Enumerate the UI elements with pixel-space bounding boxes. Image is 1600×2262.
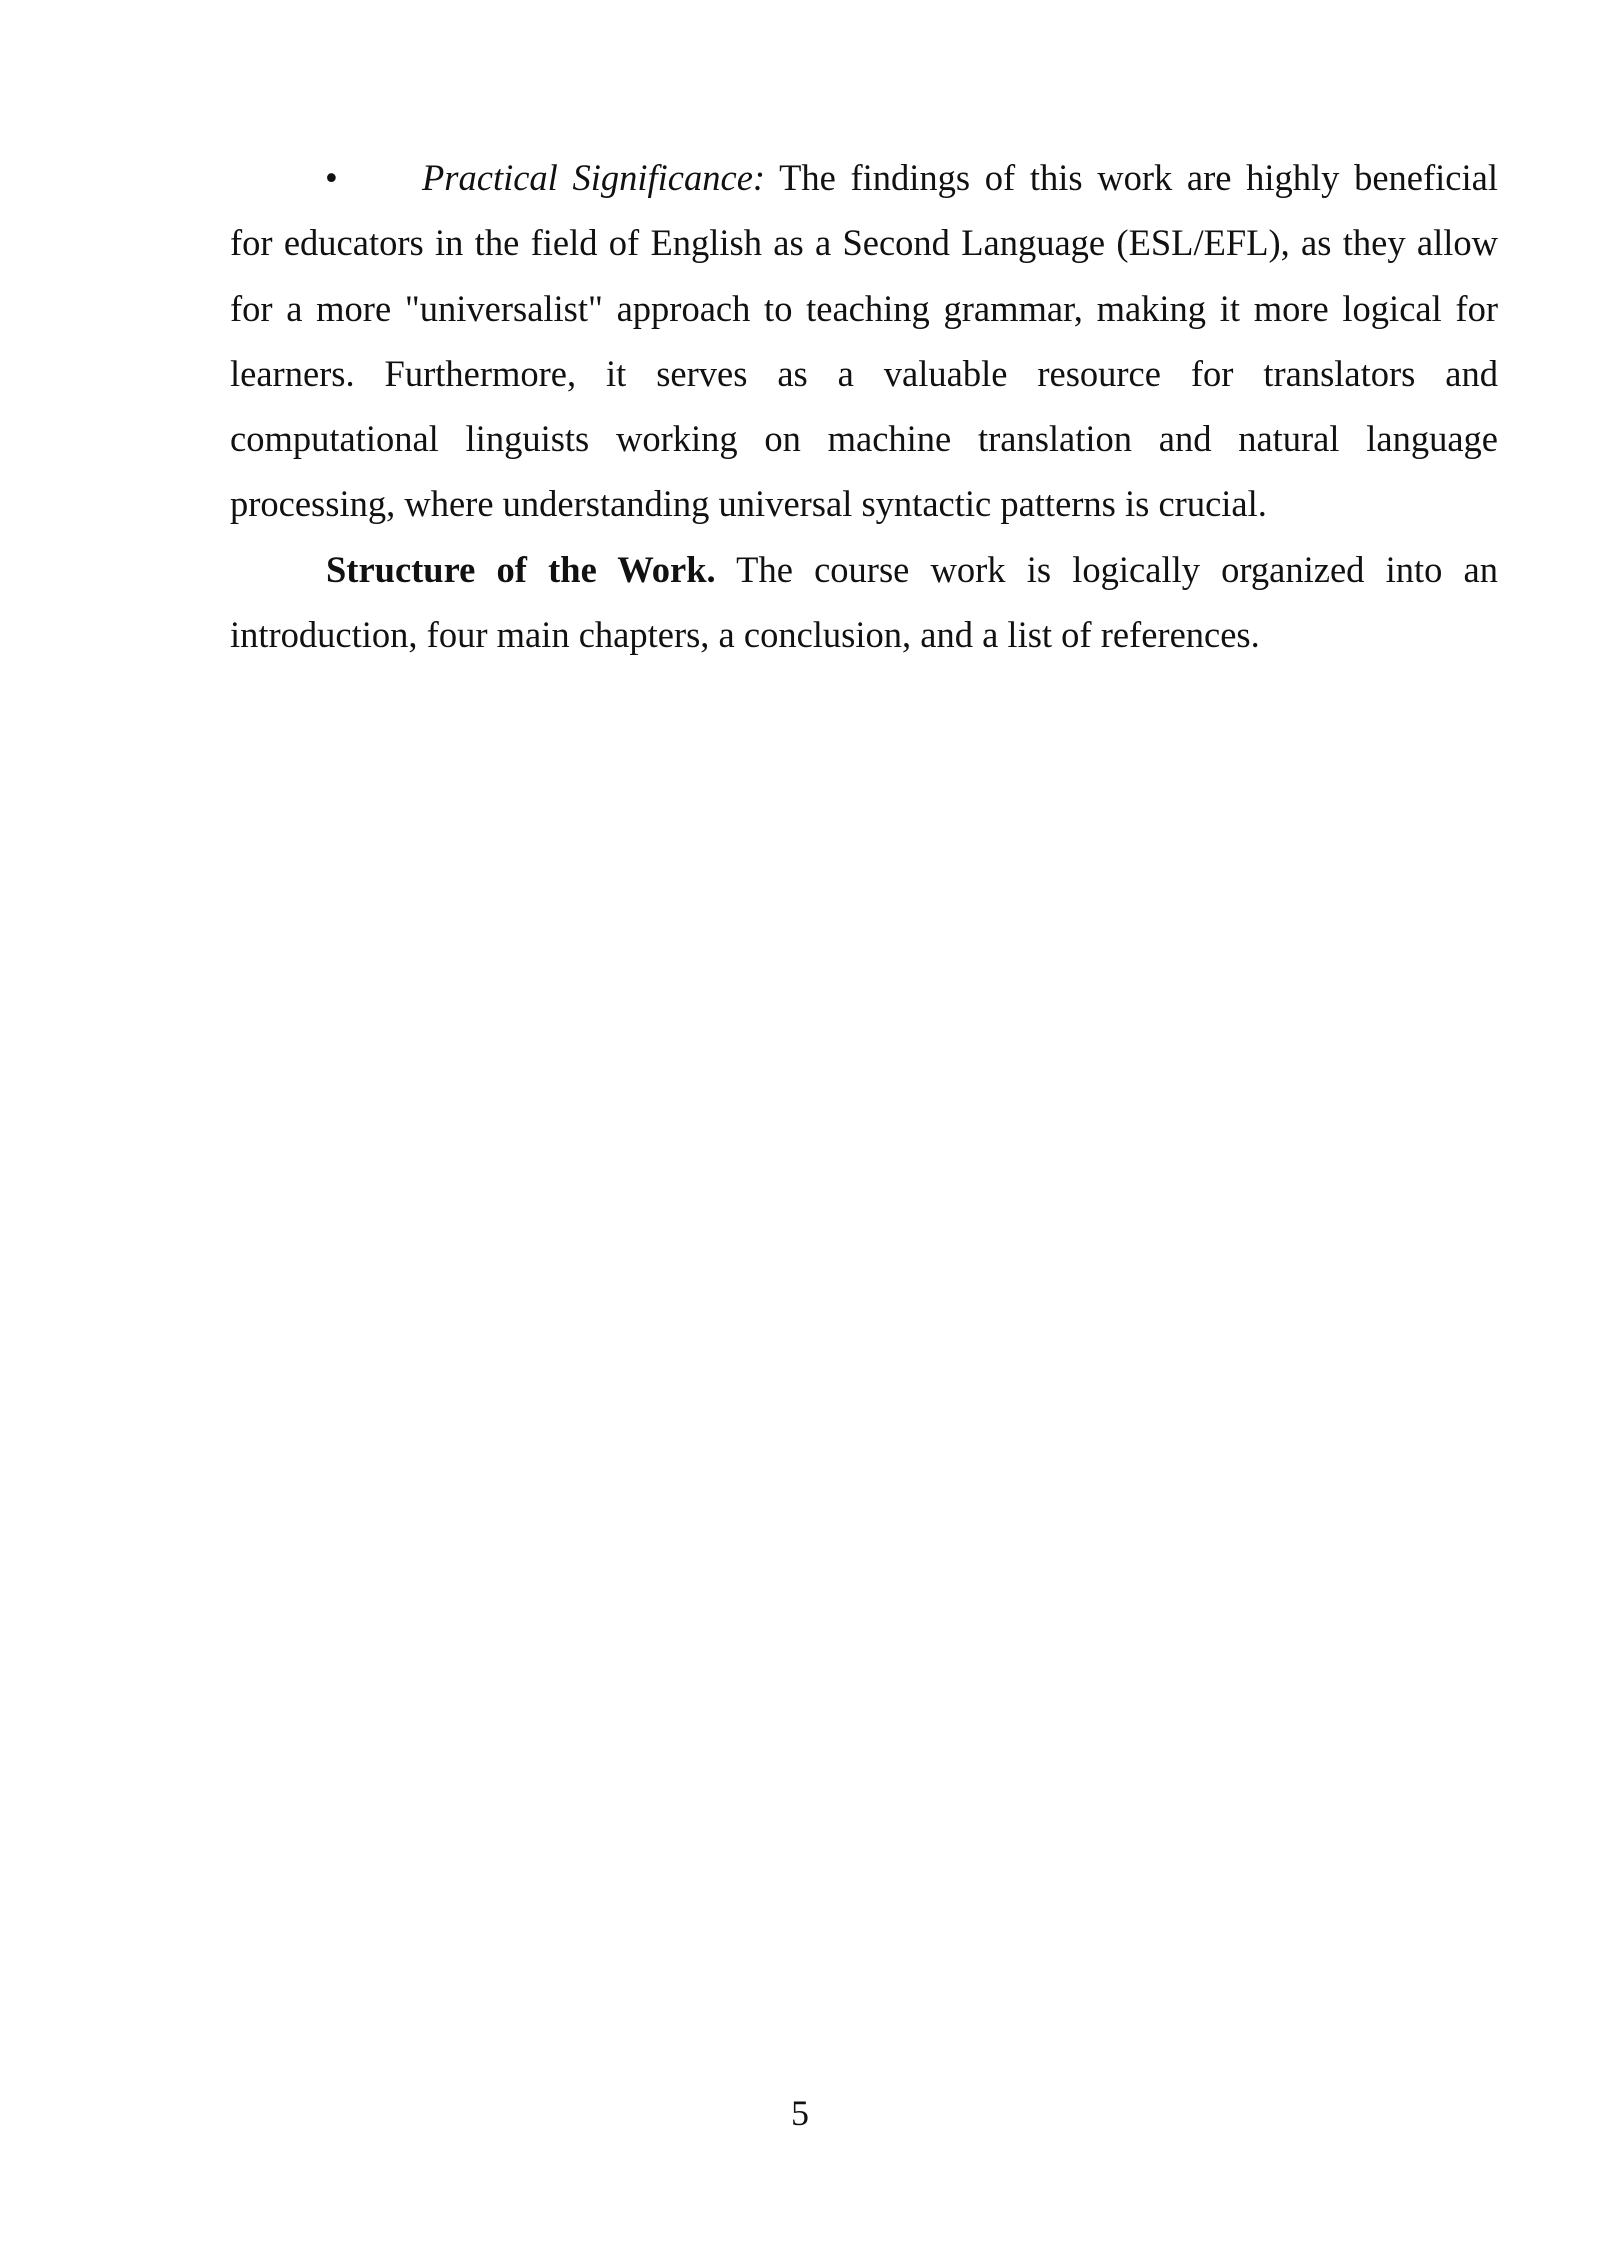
bullet-lead: Practical Significance: xyxy=(422,157,766,198)
page-number: 5 xyxy=(791,2093,809,2133)
body-text xyxy=(230,145,1498,667)
bullet-item-practical-significance xyxy=(230,145,1498,537)
bullet-icon: • xyxy=(325,157,338,198)
structure-paragraph xyxy=(230,537,1498,668)
structure-heading: Structure of the Work. xyxy=(326,548,716,590)
bullet-text: The findings of this work are highly beneficial for educators in the field of English as a Second Language (ESL/EFL), as they allow for a more "universalist" approach to teaching grammar, making it more logical for learners. Furthermore, it serves as a valuable resource for translators and computational linguists working on machine translation and natural language processing, where understanding universal syntactic patterns is crucial. xyxy=(230,157,1498,525)
structure-text: The course work is logically organized into an introduction, four main chapters, a conclusion, and a list of references. xyxy=(230,548,1498,656)
